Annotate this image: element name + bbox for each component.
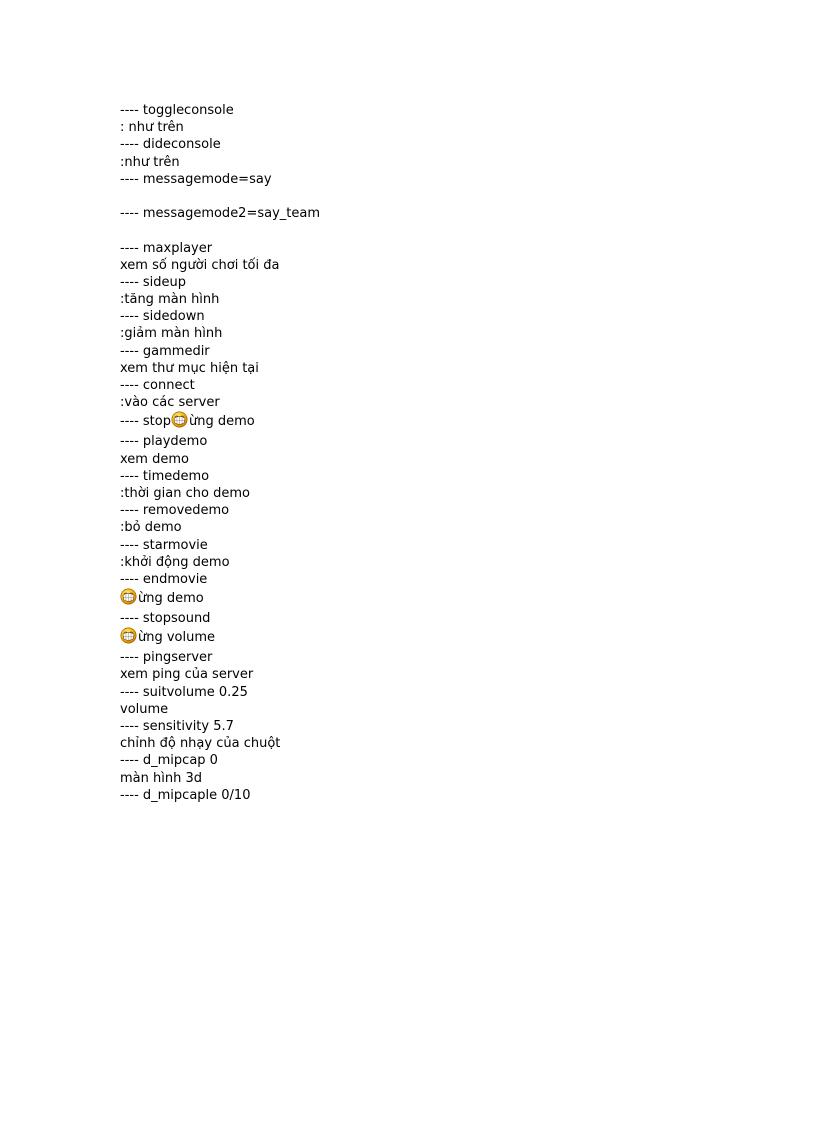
line-text-before: ---- stop	[120, 414, 171, 430]
grin-smiley-icon	[171, 411, 188, 428]
text-line: màn hình 3d	[120, 770, 202, 786]
text-line: ---- starmovie	[120, 537, 208, 553]
text-line: volume	[120, 701, 169, 717]
text-line: :vào các server	[120, 395, 220, 411]
text-line: ---- timedemo	[120, 468, 210, 484]
text-line: ---- gammedir	[120, 343, 210, 359]
blank-line	[120, 188, 720, 205]
text-line: ---- d_mipcap 0	[120, 753, 218, 769]
text-line: xem số người chơi tối đa	[120, 257, 280, 273]
text-line: ---- playdemo	[120, 434, 208, 450]
blank-line	[120, 222, 720, 239]
text-line: ---- connect	[120, 378, 195, 393]
text-line: ---- pingserver	[120, 650, 213, 666]
line-text-after: ừng demo	[188, 414, 255, 430]
text-line: xem demo	[120, 451, 189, 467]
text-line: ---- messagemode2=say_team	[120, 206, 321, 222]
text-line: chỉnh độ nhạy của chuột	[120, 736, 281, 752]
text-line-with-emoticon	[120, 411, 720, 433]
text-line: :như trên	[120, 154, 180, 170]
text-line: ---- d_mipcaple 0/10	[120, 787, 251, 803]
text-line: ---- messagemode=say	[120, 171, 272, 187]
text-line: :giảm màn hình	[120, 326, 223, 342]
text-line: :bỏ demo	[120, 520, 182, 536]
text-line-with-emoticon	[120, 627, 720, 649]
line-text-after: ừng demo	[138, 591, 204, 607]
grin-smiley-icon	[120, 588, 137, 605]
text-line: : như trên	[120, 120, 184, 136]
text-line: ---- maxplayer	[120, 240, 213, 256]
text-line: ---- toggleconsole	[120, 103, 234, 118]
text-line: ---- endmovie	[120, 571, 208, 587]
text-line: ---- dideconsole	[120, 137, 221, 153]
text-line: ---- suitvolume 0.25	[120, 684, 248, 700]
text-line: ---- stopsound	[120, 611, 211, 627]
text-line: ---- sideup	[120, 274, 187, 290]
text-line: xem ping của server	[120, 667, 254, 683]
text-line: :tăng màn hình	[120, 292, 220, 308]
text-line: :thời gian cho demo	[120, 485, 250, 501]
text-line: ---- removedemo	[120, 503, 230, 519]
text-line: xem thư mục hiện tại	[120, 360, 259, 376]
grin-smiley-icon	[120, 627, 137, 644]
text-line: :khởi động demo	[120, 554, 230, 570]
text-line: ---- sidedown	[120, 309, 205, 325]
line-text-after: ừng volume	[138, 630, 216, 646]
text-line-with-emoticon	[120, 588, 720, 610]
text-line: ---- sensitivity 5.7	[120, 719, 234, 734]
document-body	[120, 102, 720, 804]
